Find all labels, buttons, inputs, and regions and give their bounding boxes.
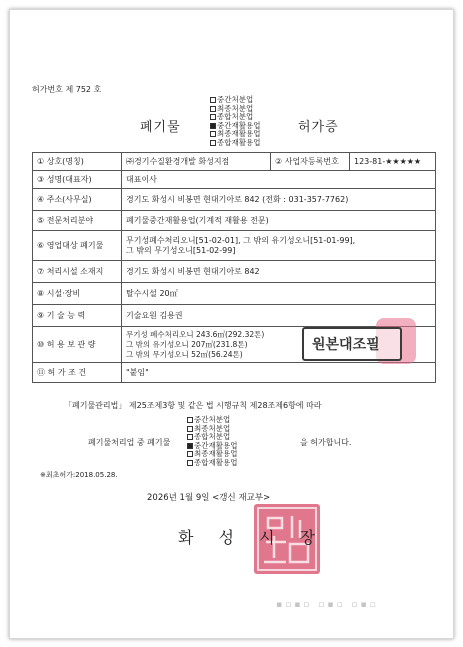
- waste-types-value: [122, 231, 436, 261]
- table-row: [33, 231, 436, 261]
- title-right: 허가증: [298, 120, 339, 135]
- storage-line: 무기성 폐수처리오니 243.6㎥(292.32톤): [126, 329, 265, 339]
- row-label: ⑤ 전문처리분야: [33, 211, 122, 231]
- checkbox-label: 최종처분업: [217, 103, 254, 113]
- table-row: [33, 211, 436, 231]
- checkbox-icon: [210, 131, 216, 137]
- table-row: [33, 261, 436, 283]
- row-label: ⑦ 처리시설 소재지: [33, 261, 122, 283]
- table-row: [33, 363, 436, 383]
- row-label: ⑥ 영업대상 폐기물: [33, 231, 122, 261]
- checkbox-label: 종합처분업: [217, 112, 254, 122]
- table-row: [33, 153, 436, 171]
- first-permit-date: ※최초허가:2018.05.28.: [40, 471, 118, 479]
- business-type-checklist-2: [187, 416, 237, 468]
- checkbox-item: [210, 139, 260, 148]
- business-type-checklist: [210, 96, 260, 148]
- row-label: ⑨ 기 술 능 력: [33, 305, 122, 327]
- checkbox-icon: [210, 140, 216, 146]
- reg-number-label: ② 사업자등록번호: [271, 153, 350, 171]
- table-row: [33, 283, 436, 305]
- checkbox-icon: [210, 97, 216, 103]
- row-label: ⑧ 시설·장비: [33, 283, 122, 305]
- issue-date: 2026년 1월 9일 <갱신 재교부>: [147, 493, 271, 503]
- row-label: ① 상호(명칭): [33, 153, 122, 171]
- conditions-value: "붙임": [122, 363, 436, 383]
- checkbox-label: 중간처분업: [194, 415, 231, 424]
- permit-statement-suffix: 을 허가합니다.: [300, 438, 352, 447]
- waste-type-line: 그 밖의 무기성오니[51-02-99]: [126, 245, 236, 255]
- storage-line: 그 밖의 유기성오니 207㎥(231.8톤): [126, 339, 248, 349]
- equipment-value: 탈수시설 20㎥: [122, 283, 436, 305]
- legal-basis-text: 「폐기물관리법」 제25조제3항 및 같은 법 시행규칙 제28조제6항에 따라: [64, 401, 322, 410]
- checkbox-label: 최종재활용업: [217, 129, 261, 139]
- checkbox-label: 중간재활용업: [194, 440, 238, 450]
- checkbox-icon: [187, 417, 193, 423]
- specialty-value: 폐기물중간재활용업(기계적 재활용 전문): [122, 211, 436, 231]
- checkbox-item: [187, 459, 237, 468]
- checked-checkbox-icon: [187, 443, 193, 449]
- storage-line: 그 밖의 무기성오니 52㎥(56.24톤): [126, 349, 243, 359]
- checkbox-label: 최종처분업: [194, 423, 231, 433]
- checkbox-icon: [210, 114, 216, 120]
- table-row: [33, 305, 436, 327]
- stamp-text: 원본대조필: [312, 337, 380, 353]
- checkbox-icon: [187, 434, 193, 440]
- representative-value: 대표이사: [122, 171, 436, 189]
- table-row: [33, 171, 436, 189]
- title-left: 폐기물: [140, 120, 181, 135]
- checkbox-label: 종합재활용업: [217, 137, 261, 147]
- permit-number: 허가번호 제 752 호: [32, 85, 102, 94]
- checkbox-label: 종합처분업: [194, 432, 231, 442]
- checkbox-icon: [210, 106, 216, 112]
- checkbox-label: 종합재활용업: [194, 457, 238, 467]
- facility-location-value: 경기도 화성시 비봉면 현대기아로 842: [122, 261, 436, 283]
- company-name: ㈜경기수질환경개발 화성지점: [122, 153, 271, 171]
- row-label: ④ 주소(사무실): [33, 189, 122, 211]
- checkbox-label: 중간재활용업: [217, 120, 261, 130]
- issuer-name: 화 성 시 장: [178, 528, 326, 547]
- technical-staff-value: 기술요원 김용권: [122, 305, 436, 327]
- checked-checkbox-icon: [210, 123, 216, 129]
- address-value: 경기도 화성시 비봉면 현대기아로 842 (전화 : 031-357-7762): [122, 189, 436, 211]
- checkbox-icon: [187, 460, 193, 466]
- checkbox-icon: [187, 426, 193, 432]
- row-label: ③ 성명(대표자): [33, 171, 122, 189]
- checkbox-label: 중간처분업: [217, 95, 254, 104]
- certified-copy-stamp: [302, 327, 402, 361]
- row-label: ⑩ 허 용 보 관 량: [33, 327, 122, 363]
- row-label: ⑪ 허 가 조 건: [33, 363, 122, 383]
- permit-statement-prefix: 폐기물처리업 중 폐기물: [88, 438, 171, 447]
- table-row: [33, 189, 436, 211]
- reg-number-value: 123-81-★★★★★: [350, 153, 436, 171]
- checkbox-icon: [187, 451, 193, 457]
- footer-security-marks: ▪▫▪▫ ▫▪▫ ▫▪▫: [276, 600, 379, 610]
- waste-type-line: 무기성폐수처리오니[51-02-01], 그 밖의 유기성오니[51-01-99],: [126, 235, 356, 245]
- checkbox-label: 최종재활용업: [194, 449, 238, 459]
